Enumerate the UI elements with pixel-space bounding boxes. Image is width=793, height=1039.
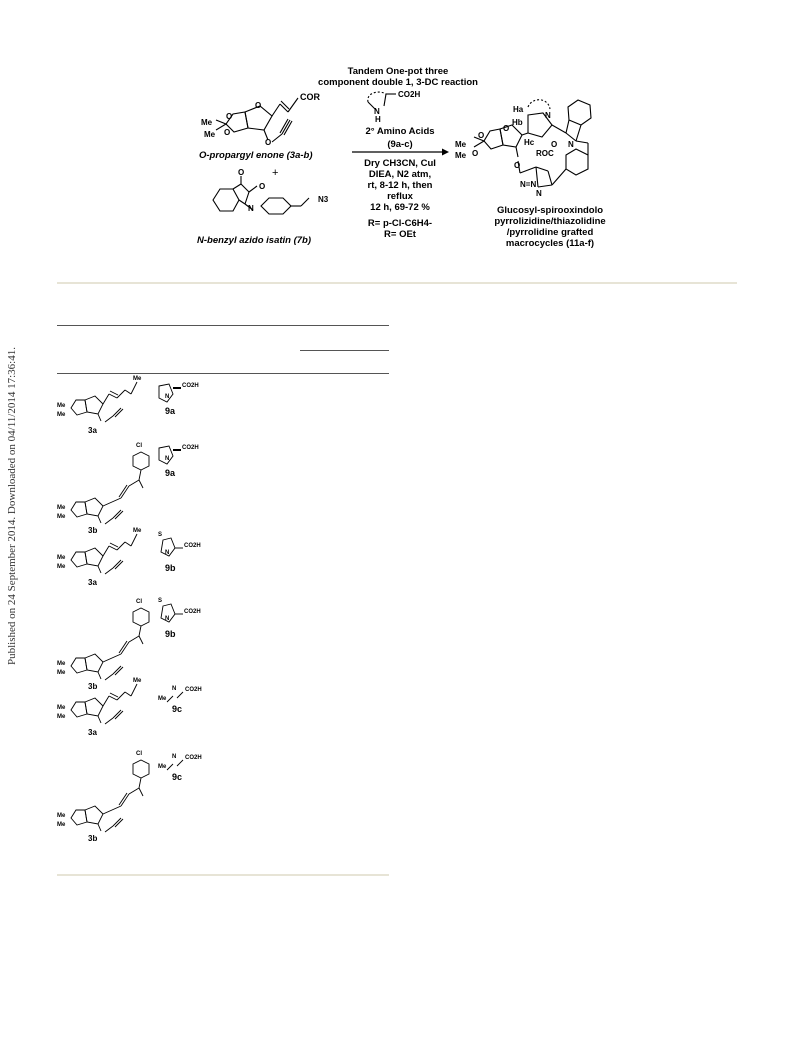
condition-4: reflux <box>387 191 413 202</box>
enone-substituent: Me <box>133 678 142 684</box>
amino-acid-nh: N <box>172 686 177 692</box>
enone-methyl: Me <box>57 705 66 711</box>
atom-o-diox2: O <box>224 128 231 137</box>
enone-methyl: Me <box>57 813 66 819</box>
enone-substituent: Cl <box>136 443 142 449</box>
table-subheader-rule <box>300 350 389 351</box>
enone-label-row: 3a <box>88 426 97 435</box>
atom-o-ring: O <box>255 101 262 110</box>
condition-3: rt, 8-12 h, then <box>367 180 433 191</box>
enone-structure-row <box>55 378 150 438</box>
atom-n-triazole: N <box>536 189 542 198</box>
atom-nn-triazole: N=N <box>520 180 537 189</box>
amino-acid-nh: N <box>165 394 170 400</box>
enone-methyl: Me <box>57 412 66 418</box>
enone-label-row: 3b <box>88 682 98 691</box>
amino-acid-label-row: 9a <box>165 406 176 416</box>
enone-methyl: Me <box>57 564 66 570</box>
enone-methyl: Me <box>57 505 66 511</box>
amino-acid-label-row: 9c <box>172 772 183 782</box>
enone-label-row: 3b <box>88 526 98 535</box>
reaction-arrow <box>350 147 450 157</box>
enone-structure-row <box>55 530 150 590</box>
atom-roc: ROC <box>536 149 554 158</box>
scheme-separator <box>57 282 737 284</box>
atom-o-carbonyl: O <box>551 140 558 149</box>
atom-me-1: Me <box>201 118 213 127</box>
atom-o-furanose-p: O <box>503 124 510 133</box>
atom-hb: Hb <box>512 118 523 127</box>
atom-n-isatin: N <box>248 204 254 213</box>
amino-acid-label-row: 9c <box>172 704 183 714</box>
enone-label-row: 3a <box>88 578 97 587</box>
amino-acid-co2h: CO2H <box>185 755 202 761</box>
amino-acid-co2h: CO2H <box>182 383 199 389</box>
enone-methyl: Me <box>57 514 66 520</box>
atom-o-isatin1: O <box>238 168 245 177</box>
amino-acid-methyl: Me <box>158 764 167 770</box>
amino-acid-label-row: 9a <box>165 468 176 478</box>
r-definition-2: R= OEt <box>384 229 416 240</box>
condition-5: 12 h, 69-72 % <box>370 202 430 213</box>
product-label-4: macrocycles (11a-f) <box>505 238 595 249</box>
enone-methyl: Me <box>57 661 66 667</box>
condition-2: DIEA, N2 atm, <box>368 169 432 180</box>
amino-acid-sulfur: S <box>158 532 163 538</box>
atom-me-2: Me <box>204 130 216 139</box>
amino-acid-sulfur: S <box>158 598 163 604</box>
atom-o-diox-p2: O <box>472 149 479 158</box>
atom-o-ether-p: O <box>514 161 521 170</box>
amino-acid-nh: N <box>172 754 177 760</box>
atom-o-diox-p1: O <box>478 131 485 140</box>
table-top-rule <box>57 325 389 326</box>
amino-acid-co2h: CO2H <box>184 609 201 615</box>
enone-structure-row <box>55 758 150 843</box>
enone-structure-row <box>55 680 150 740</box>
isatin-structure <box>205 172 335 232</box>
enone-label-row: 3b <box>88 834 98 843</box>
r-definition-1: R= p-Cl-C6H4- <box>367 218 433 229</box>
atom-n-oxindole: N <box>568 140 574 149</box>
atom-me-p1: Me <box>455 140 467 149</box>
atom-o-isatin2: O <box>259 182 266 191</box>
atom-n3: N3 <box>318 195 329 204</box>
enone-methyl: Me <box>57 714 66 720</box>
enone-structure-row <box>55 450 150 535</box>
enone-substituent: Cl <box>136 751 142 757</box>
enone-substituent: Me <box>133 528 142 534</box>
amino-acid-nh: N <box>165 456 170 462</box>
condition-1: Dry CH3CN, CuI <box>364 158 436 169</box>
atom-co2h-generic: CO2H <box>398 90 421 99</box>
isatin-label: N-benzyl azido isatin (7b) <box>197 235 312 246</box>
atom-hc: Hc <box>524 138 535 147</box>
amino-acid-co2h: CO2H <box>185 687 202 693</box>
enone-label-row: 3a <box>88 728 97 737</box>
enone-label: O-propargyl enone (3a-b) <box>199 150 313 161</box>
amino-acid-nh: N <box>165 616 170 622</box>
publication-note: Published on 24 September 2014. Downloaded on 04/11/2014 17:36:41. <box>6 347 18 665</box>
atom-me-p2: Me <box>455 151 467 160</box>
enone-methyl: Me <box>57 670 66 676</box>
atom-n-generic: N <box>374 107 380 116</box>
reaction-title-line2: component double 1, 3-DC reaction <box>318 77 478 88</box>
atom-o-diox1: O <box>226 112 233 121</box>
enone-substituent: Cl <box>136 599 142 605</box>
amino-acid-nh: N <box>165 550 170 556</box>
amino-acid-class: 2° Amino Acids <box>365 126 435 137</box>
atom-n-product: N <box>545 111 551 120</box>
product-label-3: /pyrrolidine grafted <box>506 227 594 238</box>
enone-methyl: Me <box>57 822 66 828</box>
atom-cor: COR <box>300 92 320 102</box>
table-bottom-rule <box>57 874 389 876</box>
enone-methyl: Me <box>57 555 66 561</box>
product-label-1: Glucosyl-spirooxindolo <box>496 205 604 216</box>
reaction-title-line1: Tandem One-pot three <box>347 66 449 77</box>
enone-substituent: Me <box>133 376 142 382</box>
amino-acid-range: (9a-c) <box>387 139 413 150</box>
amino-acid-label-row: 9b <box>165 563 176 573</box>
atom-ha: Ha <box>513 105 524 114</box>
amino-acid-co2h: CO2H <box>182 445 199 451</box>
enone-methyl: Me <box>57 403 66 409</box>
product-label-2: pyrrolizidine/thiazolidine <box>494 216 606 227</box>
amino-acid-methyl: Me <box>158 696 167 702</box>
atom-o-propargyl: O <box>265 138 272 147</box>
atom-h-generic: H <box>375 115 381 124</box>
plus-sign: + <box>272 167 279 179</box>
amino-acid-co2h: CO2H <box>184 543 201 549</box>
table-header-rule <box>57 373 389 374</box>
amino-acid-label-row: 9b <box>165 629 176 639</box>
